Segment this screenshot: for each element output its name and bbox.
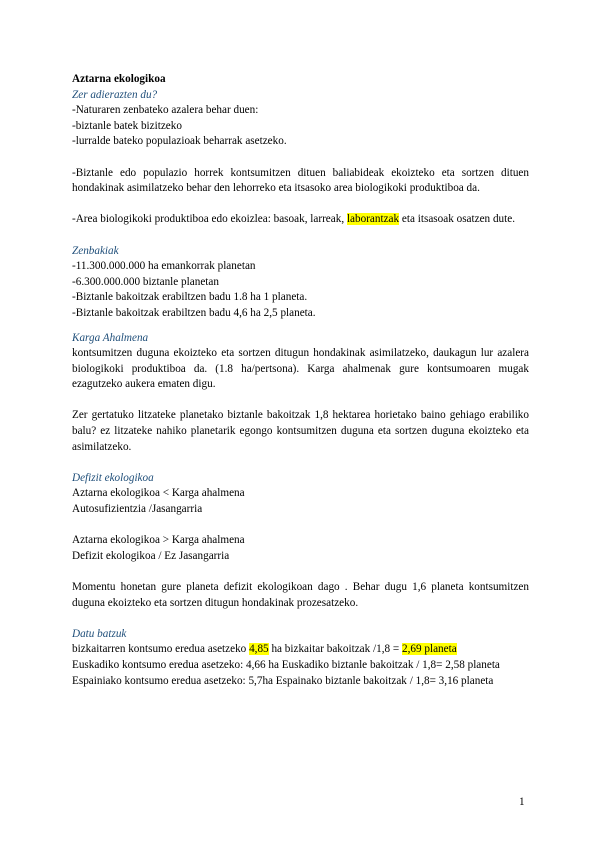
document-title: Aztarna ekologikoa bbox=[72, 73, 166, 85]
paragraph: Euskadiko kontsumo eredua asetzeko: 4,66 ha Euskadiko biztanle bakoitzak / 1,8= 2,58 planeta bbox=[72, 658, 500, 671]
text-line: Defizit ekologikoa / Ez Jasangarria bbox=[72, 549, 230, 562]
text-line: -biztanle batek bizitzeko bbox=[72, 119, 182, 132]
section-heading-datu-batzuk: Datu batzuk bbox=[72, 627, 127, 640]
paragraph: -Area biologikoki produktiboa edo ekoizlea: basoak, larreak, laborantzak eta itsasoak osatzen dute. bbox=[72, 213, 515, 226]
text-line: -11.300.000.000 ha emankorrak planetan bbox=[72, 260, 256, 273]
paragraph: Espainiako kontsumo eredua asetzeko: 5,7ha Espainako biztanle bakoitzak / 1,8= 3,16 planeta bbox=[72, 674, 494, 687]
section-heading-zenbakiak: Zenbakiak bbox=[72, 244, 119, 257]
section-heading-defizit-ekologikoa: Defizit ekologikoa bbox=[72, 471, 154, 484]
section-heading-zer-adierazten: Zer adierazten du? bbox=[72, 88, 158, 101]
text-line: -lurralde bateko populazioak beharrak asetzeko. bbox=[72, 135, 287, 148]
paragraph: kontsumitzen duguna ekoizteko eta sortzen ditugun hondakinak asimilatzeko, daukagun lur azalera biologikoki produktiboa da. (1.8 ha/pertsona). Karga ahalmenak gure kontsumoaren mugak ezagutzeko aukera ematen digu. bbox=[72, 347, 529, 391]
document-body bbox=[72, 72, 529, 689]
text-line: -6.300.000.000 biztanle planetan bbox=[72, 275, 219, 288]
highlighted-text: 2,69 planeta bbox=[402, 643, 457, 656]
section-heading-karga-ahalmena: Karga Ahalmena bbox=[72, 331, 149, 344]
paragraph: Zer gertatuko litzateke planetako biztanle bakoitzak 1,8 hektarea horietako baino gehiago erabiliko balu? ez litzateke nahiko planetarik egongo kontsumitzen duguna eta sortzen duguna ekoizteko eta asimilatzeko. bbox=[72, 409, 529, 453]
page-number: 1 bbox=[519, 796, 525, 808]
text-line: Aztarna ekologikoa < Karga ahalmena bbox=[72, 487, 245, 500]
text-line: Aztarna ekologikoa > Karga ahalmena bbox=[72, 534, 245, 547]
text-line: bizkaitarren kontsumo eredua asetzeko 4,85 ha bizkaitar bakoitzak /1,8 = 2,69 planeta bbox=[72, 643, 457, 656]
text-line: -Naturaren zenbateko azalera behar duen: bbox=[72, 104, 259, 117]
highlighted-text: laborantzak bbox=[346, 213, 400, 226]
text-line: Autosufizientzia /Jasangarria bbox=[72, 503, 203, 516]
highlighted-text: 4,85 bbox=[249, 643, 269, 656]
text-line: -Biztanle bakoitzak erabiltzen badu 4,6 ha 2,5 planeta. bbox=[72, 306, 316, 319]
paragraph: -Biztanle edo populazio horrek kontsumitzen dituen baliabideak ekoizteko eta sortzen dituen hondakinak asimilatzeko behar den lehorreko eta itsasoko area biologikoki produktiboa da. bbox=[72, 166, 529, 195]
text-line: -Biztanle bakoitzak erabiltzen badu 1.8 ha 1 planeta. bbox=[72, 291, 308, 304]
paragraph: Momentu honetan gure planeta defizit ekologikoan dago . Behar dugu 1,6 planeta kontsumitzen duguna ekoizteko eta sortzen ditugun hondakinak prozesatzeko. bbox=[72, 581, 529, 609]
